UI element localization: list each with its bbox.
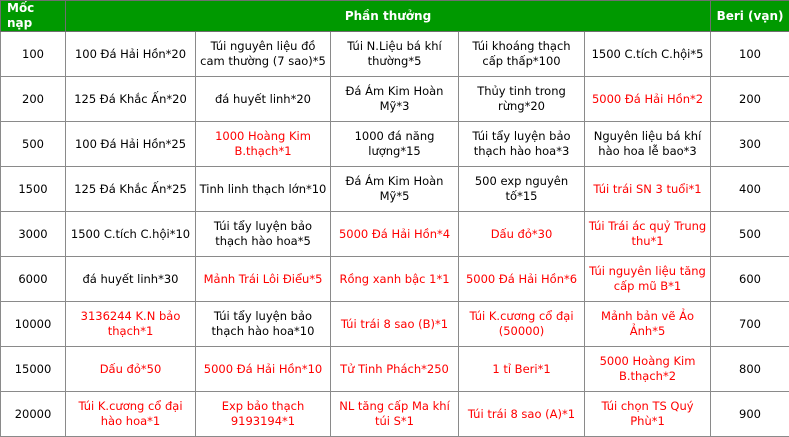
- header-moc-nap: Mốc nạp: [1, 1, 66, 32]
- beri-cell: 400: [711, 167, 789, 212]
- level-cell: 3000: [1, 212, 66, 257]
- table-row: [1, 302, 789, 347]
- reward-cell: Túi tẩy luyện bảo thạch hào hoa*10: [196, 302, 331, 347]
- reward-cell: đá huyết linh*20: [196, 77, 331, 122]
- header-row: [1, 1, 789, 32]
- table-row: [1, 122, 789, 167]
- beri-cell: 900: [711, 392, 789, 437]
- reward-cell: Rồng xanh bậc 1*1: [331, 257, 459, 302]
- reward-cell: 125 Đá Khắc Ấn*25: [66, 167, 196, 212]
- reward-cell: Túi tẩy luyện bảo thạch hào hoa*3: [459, 122, 585, 167]
- header-beri: Beri (vạn): [711, 1, 789, 32]
- table-row: [1, 257, 789, 302]
- reward-cell: Túi tẩy luyện bảo thạch hào hoa*5: [196, 212, 331, 257]
- reward-cell: 5000 Đá Hải Hồn*10: [196, 347, 331, 392]
- reward-cell: 125 Đá Khắc Ấn*20: [66, 77, 196, 122]
- reward-cell: Thủy tinh trong rừng*20: [459, 77, 585, 122]
- reward-cell: 1000 Hoàng Kim B.thạch*1: [196, 122, 331, 167]
- table-row: [1, 212, 789, 257]
- table-row: [1, 167, 789, 212]
- reward-cell: Túi K.cương cổ đại hào hoa*1: [66, 392, 196, 437]
- level-cell: 6000: [1, 257, 66, 302]
- reward-cell: Dấu đỏ*50: [66, 347, 196, 392]
- reward-cell: Exp bảo thạch 9193194*1: [196, 392, 331, 437]
- reward-cell: 5000 Hoàng Kim B.thạch*2: [585, 347, 711, 392]
- reward-cell: Tử Tinh Phách*250: [331, 347, 459, 392]
- reward-cell: 1500 C.tích C.hội*10: [66, 212, 196, 257]
- beri-cell: 600: [711, 257, 789, 302]
- reward-cell: 1500 C.tích C.hội*5: [585, 32, 711, 77]
- reward-cell: 3136244 K.N bảo thạch*1: [66, 302, 196, 347]
- beri-cell: 500: [711, 212, 789, 257]
- reward-cell: đá huyết linh*30: [66, 257, 196, 302]
- reward-cell: Mảnh Trái Lôi Điểu*5: [196, 257, 331, 302]
- reward-cell: Tinh linh thạch lớn*10: [196, 167, 331, 212]
- reward-cell: Đá Ám Kim Hoàn Mỹ*5: [331, 167, 459, 212]
- reward-cell: Nguyên liệu bá khí hào hoa lễ bao*3: [585, 122, 711, 167]
- level-cell: 200: [1, 77, 66, 122]
- table-row: [1, 392, 789, 437]
- reward-cell: 5000 Đá Hải Hồn*4: [331, 212, 459, 257]
- reward-cell: 500 exp nguyên tố*15: [459, 167, 585, 212]
- table-row: [1, 347, 789, 392]
- reward-cell: Túi trái 8 sao (A)*1: [459, 392, 585, 437]
- beri-cell: 300: [711, 122, 789, 167]
- header-phan-thuong: Phần thưởng: [66, 1, 711, 32]
- table-row: [1, 77, 789, 122]
- level-cell: 20000: [1, 392, 66, 437]
- beri-cell: 100: [711, 32, 789, 77]
- level-cell: 1500: [1, 167, 66, 212]
- level-cell: 500: [1, 122, 66, 167]
- reward-cell: 1 tỉ Beri*1: [459, 347, 585, 392]
- reward-cell: 100 Đá Hải Hồn*20: [66, 32, 196, 77]
- reward-cell: NL tăng cấp Ma khí túi S*1: [331, 392, 459, 437]
- reward-cell: Mảnh bản vẽ Ảo Ảnh*5: [585, 302, 711, 347]
- level-cell: 10000: [1, 302, 66, 347]
- reward-cell: Túi chọn TS Quý Phù*1: [585, 392, 711, 437]
- reward-cell: 5000 Đá Hải Hồn*6: [459, 257, 585, 302]
- reward-cell: 1000 đá năng lượng*15: [331, 122, 459, 167]
- level-cell: 100: [1, 32, 66, 77]
- reward-cell: Túi nguyên liệu tăng cấp mũ B*1: [585, 257, 711, 302]
- beri-cell: 800: [711, 347, 789, 392]
- table-row: [1, 32, 789, 77]
- reward-cell: Túi trái SN 3 tuổi*1: [585, 167, 711, 212]
- reward-cell: Đá Ám Kim Hoàn Mỹ*3: [331, 77, 459, 122]
- reward-cell: Túi trái 8 sao (B)*1: [331, 302, 459, 347]
- reward-cell: Túi Trái ác quỷ Trung thu*1: [585, 212, 711, 257]
- reward-cell: 5000 Đá Hải Hồn*2: [585, 77, 711, 122]
- reward-cell: Dấu đỏ*30: [459, 212, 585, 257]
- reward-cell: Túi N.Liệu bá khí thường*5: [331, 32, 459, 77]
- beri-cell: 700: [711, 302, 789, 347]
- reward-cell: Túi K.cương cổ đại (50000): [459, 302, 585, 347]
- beri-cell: 200: [711, 77, 789, 122]
- reward-cell: Túi nguyên liệu đồ cam thường (7 sao)*5: [196, 32, 331, 77]
- reward-cell: 100 Đá Hải Hồn*25: [66, 122, 196, 167]
- level-cell: 15000: [1, 347, 66, 392]
- reward-cell: Túi khoáng thạch cấp thấp*100: [459, 32, 585, 77]
